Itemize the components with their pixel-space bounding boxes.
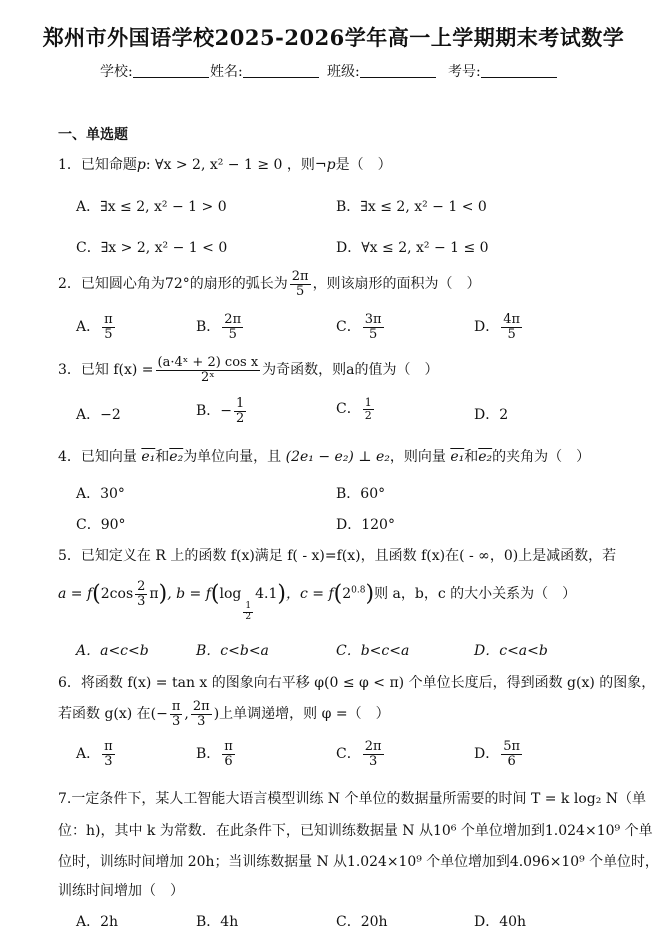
q7-option-c[interactable]: C．20h bbox=[336, 914, 388, 930]
question-6-line1: 6．将函数 f(x) = tan x 的图象向右平移 φ(0 ≤ φ < π) 个单位长度后，得到函数 g(x) 的图象， bbox=[58, 675, 656, 691]
q1-p2: p bbox=[326, 157, 336, 173]
q7-option-a[interactable]: A．2h bbox=[76, 914, 119, 930]
q5-b-arg: 4.1 bbox=[255, 586, 278, 603]
q4-vector-e1-b: e₁ bbox=[450, 449, 465, 465]
q2-frac-den: 5 bbox=[296, 283, 305, 299]
question-7-line4: 训练时间增加（ ） bbox=[58, 883, 184, 899]
q6-text-a: 若函数 g(x) 在(− bbox=[58, 706, 168, 723]
class-label: 班级: bbox=[327, 64, 360, 80]
q2-option-a[interactable] bbox=[76, 313, 117, 341]
q4-option-a[interactable]: A．30° bbox=[76, 486, 125, 502]
q4-and-b: 和 bbox=[464, 449, 479, 465]
q6-i1-num: π bbox=[171, 699, 181, 714]
number-field bbox=[448, 61, 557, 81]
q1-p: p bbox=[136, 157, 146, 173]
q5-b-base-num: 1 bbox=[245, 601, 252, 612]
q4-text-d: 的夹角为（ ） bbox=[492, 449, 591, 465]
q6-a-den: 3 bbox=[104, 753, 113, 769]
q3-b-frac bbox=[234, 397, 246, 425]
q1-option-b[interactable]: B．∃x ≤ 2, x² − 1 < 0 bbox=[336, 199, 487, 215]
q6-i2-den: 3 bbox=[197, 713, 206, 729]
q2-fraction bbox=[290, 270, 311, 298]
q6-a-num: π bbox=[104, 739, 113, 754]
q2-frac-num: 2π bbox=[291, 269, 309, 284]
q2-a-num: π bbox=[104, 312, 113, 327]
q3-c-num: 1 bbox=[364, 396, 372, 409]
q4-text-c: ，则向量 bbox=[389, 449, 446, 465]
q5-a-pi: π bbox=[149, 586, 159, 603]
q5-option-d[interactable]: D．c<a<b bbox=[474, 643, 548, 659]
q4-vector-e1: e₁ bbox=[141, 449, 156, 465]
q5-a-eq: a = f bbox=[58, 586, 93, 603]
q5-option-a[interactable]: A．a<c<b bbox=[76, 643, 149, 659]
q2-b-label: B． bbox=[196, 319, 221, 336]
school-label: 学校: bbox=[100, 64, 133, 80]
q2-d-den: 5 bbox=[507, 326, 516, 342]
q2-text-a: 2．已知圆心角为72°的扇形的弧长为 bbox=[58, 276, 288, 293]
q4-vector-e2: e₂ bbox=[169, 449, 184, 465]
q5-text-end: 则 a，b，c 的大小关系为（ ） bbox=[374, 586, 577, 603]
q4-text-b: 为单位向量，且 bbox=[183, 449, 282, 465]
q6-c-label: C． bbox=[336, 746, 361, 763]
q2-a-frac bbox=[102, 313, 115, 341]
q6-d-den: 6 bbox=[507, 753, 516, 769]
q5-paren-open-a: ( bbox=[92, 581, 101, 607]
q6-i2-frac bbox=[191, 700, 212, 728]
q1-text-e: 是（ ） bbox=[335, 157, 392, 173]
q5-option-b[interactable]: B．c<b<a bbox=[196, 643, 269, 659]
page-title: 郑州市外国语学校2025-2026学年高一上学期期末考试数学 bbox=[42, 25, 625, 50]
q3-fraction bbox=[156, 356, 261, 384]
q5-c-exp: 0.8 bbox=[351, 585, 366, 596]
q7-option-b[interactable]: B．4h bbox=[196, 914, 239, 930]
q2-text-b: ，则该扇形的面积为（ ） bbox=[312, 276, 481, 293]
q6-i2-num: 2π bbox=[192, 699, 210, 714]
q3-c-frac bbox=[363, 397, 374, 421]
q3-frac-den: 2ˣ bbox=[200, 369, 215, 385]
q2-b-frac bbox=[222, 313, 243, 341]
q6-c-frac bbox=[363, 740, 384, 768]
q3-option-c[interactable] bbox=[336, 397, 376, 421]
q3-c-label: C． bbox=[336, 401, 361, 418]
class-blank bbox=[360, 63, 436, 78]
q5-option-c[interactable]: C．b<c<a bbox=[336, 643, 410, 659]
q5-b-log: log bbox=[219, 586, 242, 603]
q6-a-frac bbox=[102, 740, 115, 768]
number-blank bbox=[481, 63, 557, 78]
q5-b-base bbox=[243, 602, 253, 622]
q5-a-den: 3 bbox=[137, 593, 146, 609]
question-6-line2 bbox=[58, 700, 390, 728]
question-7-line3: 位时，训练时间增加 20h；当训练数据量 N 从1.024×10⁹ 个单位增加到4.096×10⁹ 个单位时， bbox=[58, 854, 659, 870]
q6-option-a[interactable] bbox=[76, 740, 117, 768]
q6-b-label: B． bbox=[196, 746, 221, 763]
number-label: 考号: bbox=[448, 64, 481, 80]
q2-option-b[interactable] bbox=[196, 313, 245, 341]
q6-a-label: A． bbox=[76, 746, 101, 763]
q5-paren-open-c: ( bbox=[333, 581, 343, 607]
q2-c-frac bbox=[363, 313, 384, 341]
q6-d-label: D． bbox=[474, 746, 500, 763]
q5-a-inner: 2cos bbox=[100, 586, 134, 603]
q2-c-label: C． bbox=[336, 319, 361, 336]
question-5-stem: 5．已知定义在 R 上的函数 f(x)满足 f( - x)=f(x)，且函数 f(x)在( - ∞，0)上是减函数，若 bbox=[58, 548, 617, 564]
q4-and: 和 bbox=[155, 449, 170, 465]
q5-a-num: 2 bbox=[137, 579, 146, 594]
q2-d-label: D． bbox=[474, 319, 500, 336]
q5-paren-close-a: ) bbox=[158, 581, 168, 607]
question-4-stem bbox=[58, 446, 590, 466]
q6-b-num: π bbox=[224, 739, 233, 754]
q5-a-frac bbox=[135, 580, 147, 608]
question-7-line1: 7.一定条件下，某人工智能大语言模型训练 N 个单位的数据量所需要的时间 T = k log₂ N（单 bbox=[58, 791, 647, 807]
q1-option-a[interactable]: A．∃x ≤ 2, x² − 1 > 0 bbox=[76, 199, 227, 215]
q5-paren-close-c: ) bbox=[365, 581, 375, 607]
q3-option-a[interactable]: A．−2 bbox=[76, 407, 121, 423]
q6-b-frac bbox=[222, 740, 235, 768]
q2-option-c[interactable] bbox=[336, 313, 386, 341]
school-field bbox=[100, 61, 209, 81]
name-label: 姓名: bbox=[210, 64, 243, 80]
q2-option-d[interactable] bbox=[474, 313, 524, 341]
question-5-expression bbox=[58, 580, 576, 622]
q2-a-den: 5 bbox=[104, 326, 113, 342]
q6-b-den: 6 bbox=[224, 753, 233, 769]
q5-paren-close-b: ) bbox=[277, 581, 286, 607]
q3-option-b[interactable] bbox=[196, 397, 248, 425]
q6-option-b[interactable] bbox=[196, 740, 237, 768]
name-field bbox=[210, 61, 319, 81]
q6-sep: , bbox=[184, 706, 189, 723]
name-blank bbox=[243, 63, 319, 78]
section-heading: 一、单选题 bbox=[58, 127, 128, 143]
q5-c-base: 2 bbox=[342, 586, 352, 603]
q7-option-d[interactable]: D．40h bbox=[474, 914, 527, 930]
q4-option-d[interactable]: D．120° bbox=[336, 517, 395, 533]
q1-text-a: 1．已知命题 bbox=[58, 157, 137, 173]
q2-a-label: A． bbox=[76, 319, 101, 336]
q2-d-frac bbox=[501, 313, 522, 341]
q2-c-den: 5 bbox=[368, 326, 378, 342]
q3-frac-num: (a·4ˣ + 2) cos x bbox=[157, 355, 259, 370]
q3-b-num: 1 bbox=[236, 396, 245, 411]
q6-c-num: 2π bbox=[364, 739, 382, 754]
q3-b-den: 2 bbox=[236, 410, 245, 426]
q6-d-frac bbox=[501, 740, 522, 768]
q3-c-den: 2 bbox=[364, 408, 372, 422]
q5-b-base-den: 2 bbox=[245, 611, 252, 622]
question-3-stem bbox=[58, 356, 439, 384]
question-7-line2: 位：h)，其中 k 为常数．在此条件下，已知训练数据量 N 从10⁶ 个单位增加到1.024×10⁹ 个单 bbox=[58, 823, 653, 839]
q1-option-c[interactable]: C．∃x > 2, x² − 1 < 0 bbox=[76, 240, 228, 256]
q4-vector-e2-b: e₂ bbox=[478, 449, 493, 465]
q6-option-c[interactable] bbox=[336, 740, 386, 768]
q2-b-den: 5 bbox=[228, 326, 237, 342]
q2-d-num: 4π bbox=[503, 312, 521, 327]
q6-i1-frac bbox=[170, 700, 183, 728]
school-blank bbox=[133, 63, 209, 78]
q3-option-d[interactable]: D．2 bbox=[474, 407, 509, 423]
question-2-stem bbox=[58, 270, 481, 298]
class-field bbox=[327, 61, 436, 81]
q6-text-b: )上单调递增，则 φ =（ ） bbox=[213, 706, 390, 723]
q6-c-den: 3 bbox=[368, 753, 378, 769]
q6-d-num: 5π bbox=[503, 739, 521, 754]
q3-text-a: 3．已知 f(x) = bbox=[58, 362, 154, 379]
q2-b-num: 2π bbox=[224, 312, 242, 327]
q5-b-eq: , b = f bbox=[167, 586, 211, 603]
q5-paren-open-b: ( bbox=[210, 581, 220, 607]
q1-text-c: : ∀x > 2, x² − 1 ≥ 0 ，则¬ bbox=[145, 157, 327, 173]
q4-text-a: 4．已知向量 bbox=[58, 449, 137, 465]
q3-text-b: 为奇函数，则a的值为（ ） bbox=[262, 362, 439, 379]
q4-option-b[interactable]: B．60° bbox=[336, 486, 386, 502]
q5-c-eq: ，c = f bbox=[285, 586, 334, 603]
q2-c-num: 3π bbox=[364, 312, 382, 327]
q4-expression: (2e₁ − e₂) ⊥ e₂ bbox=[285, 449, 390, 465]
q4-option-c[interactable]: C．90° bbox=[76, 517, 126, 533]
q6-option-d[interactable] bbox=[474, 740, 524, 768]
q1-option-d[interactable]: D．∀x ≤ 2, x² − 1 ≤ 0 bbox=[336, 240, 489, 256]
question-1-stem bbox=[58, 154, 392, 174]
q6-i1-den: 3 bbox=[172, 713, 181, 729]
q3-b-label: B．− bbox=[196, 403, 233, 420]
